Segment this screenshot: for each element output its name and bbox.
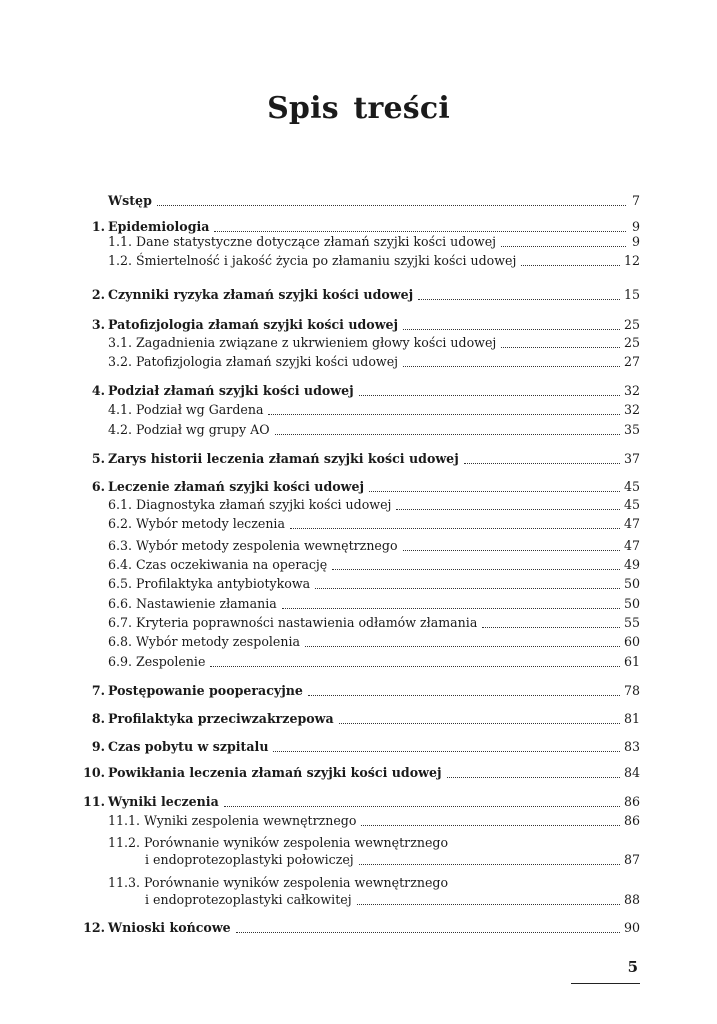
toc-entry-title: 6.4. Czas oczekiwania na operację xyxy=(108,557,328,572)
toc-entry-title: Wnioski końcowe xyxy=(108,920,231,935)
toc-subentry xyxy=(0,812,717,830)
toc-chapter xyxy=(0,764,717,782)
toc-chapter-number: 8. xyxy=(91,711,105,726)
toc-entry-title: 6.9. Zespolenie xyxy=(108,654,206,669)
toc-entry-body xyxy=(108,874,640,892)
toc-entry-title: 1.1. Dane statystyczne dotyczące złamań szyjki kości udowej xyxy=(108,234,497,249)
toc-entry-body xyxy=(108,252,640,270)
toc-entry-body xyxy=(108,653,640,671)
toc-page-number: 37 xyxy=(623,451,640,466)
toc-subentry xyxy=(0,537,717,555)
toc-page-number: 90 xyxy=(623,920,640,935)
toc-subentry xyxy=(0,834,717,852)
toc-dot-leader xyxy=(501,245,626,247)
toc-chapter-number: 10. xyxy=(83,765,105,780)
toc-entry-body xyxy=(108,710,640,728)
toc-page-number: 47 xyxy=(623,538,640,553)
toc-entry-title: Patofizjologia złamań szyjki kości udowej xyxy=(108,317,399,332)
toc-entry-title: 6.7. Kryteria poprawności nastawienia odłamów złamania xyxy=(108,615,478,630)
toc-subentry xyxy=(0,353,717,371)
toc-subentry xyxy=(0,575,717,593)
toc-chapter xyxy=(0,316,717,334)
toc-subentry xyxy=(0,233,717,251)
toc-subentry xyxy=(0,401,717,419)
toc-page-number: 7 xyxy=(631,193,640,208)
toc-chapter xyxy=(0,192,717,210)
toc-dot-leader xyxy=(501,346,620,348)
toc-entry-title: 3.1. Zagadnienia związane z ukrwieniem głowy kości udowej xyxy=(108,335,497,350)
toc-entry-body xyxy=(108,450,640,468)
toc-entry-title: 6.1. Diagnostyka złamań szyjki kości udowej xyxy=(108,497,392,512)
toc-page-number: 50 xyxy=(623,596,640,611)
toc-subentry xyxy=(0,334,717,352)
toc-page-number: 9 xyxy=(631,234,640,249)
toc-dot-leader xyxy=(403,328,620,330)
toc-dot-leader xyxy=(210,665,620,667)
toc-chapter xyxy=(0,793,717,811)
toc-dot-leader xyxy=(482,626,620,628)
toc-entry-title: Postępowanie pooperacyjne xyxy=(108,683,303,698)
toc-entry-title: 11.2. Porównanie wyników zespolenia wewnętrznego xyxy=(108,835,449,850)
toc-page-number: 55 xyxy=(623,615,640,630)
toc-entry-title: Wstęp xyxy=(108,193,152,208)
toc-subentry xyxy=(0,874,717,892)
toc-chapter-number: 9. xyxy=(91,739,105,754)
toc-entry-body xyxy=(108,614,640,632)
toc-subentry xyxy=(0,496,717,514)
toc-entry-title: Wyniki leczenia xyxy=(108,794,219,809)
toc-page-number: 15 xyxy=(623,287,640,302)
toc-chapter-number: 3. xyxy=(91,317,105,332)
toc-dot-leader xyxy=(268,413,620,415)
toc-entry-title: 6.2. Wybór metody leczenia xyxy=(108,516,285,531)
toc-page-number: 47 xyxy=(623,516,640,531)
toc-dot-leader xyxy=(157,204,626,206)
toc-dot-leader xyxy=(418,298,620,300)
toc-dot-leader xyxy=(273,750,619,752)
toc-chapter-number: 2. xyxy=(91,287,105,302)
toc-page-number: 78 xyxy=(623,683,640,698)
toc-entry-title: 11.1. Wyniki zespolenia wewnętrznego xyxy=(108,813,357,828)
toc-entry-title: 6.3. Wybór metody zespolenia wewnętrznego xyxy=(108,538,398,553)
toc-dot-leader xyxy=(359,863,620,865)
toc-entry-body xyxy=(108,919,640,937)
toc-page-number: 35 xyxy=(623,422,640,437)
toc-entry-body xyxy=(108,353,640,371)
toc-entry-body xyxy=(108,682,640,700)
toc-entry-body xyxy=(108,764,640,782)
toc-dot-leader xyxy=(361,824,620,826)
toc-entry-body xyxy=(108,633,640,651)
toc-dot-leader xyxy=(464,462,620,464)
toc-dot-leader xyxy=(521,264,620,266)
toc-entry-body xyxy=(108,286,640,304)
toc-subentry xyxy=(0,556,717,574)
toc-page-number: 88 xyxy=(623,892,640,907)
toc-chapter-number: 7. xyxy=(91,683,105,698)
toc-entry-title: 1.2. Śmiertelność i jakość życia po złamaniu szyjki kości udowej xyxy=(108,253,517,268)
toc-chapter xyxy=(0,919,717,937)
toc-entry-title: i endoprotezoplastyki całkowitej xyxy=(145,892,352,907)
toc-entry-title: Epidemiologia xyxy=(108,219,210,234)
toc-chapter xyxy=(0,286,717,304)
toc-page-number: 50 xyxy=(623,576,640,591)
toc-dot-leader xyxy=(403,549,620,551)
toc-entry-title: Podział złamań szyjki kości udowej xyxy=(108,383,354,398)
toc-chapter xyxy=(0,710,717,728)
toc-entry-body xyxy=(108,812,640,830)
toc-page-number: 9 xyxy=(631,219,640,234)
toc-subentry xyxy=(0,614,717,632)
toc-entry-title: Czas pobytu w szpitalu xyxy=(108,739,269,754)
toc-entry-body xyxy=(108,233,640,251)
toc-dot-leader xyxy=(339,722,620,724)
toc-chapter-number: 4. xyxy=(91,383,105,398)
toc-dot-leader xyxy=(275,433,620,435)
toc-subentry xyxy=(0,421,717,439)
toc-page-number: 81 xyxy=(623,711,640,726)
toc-entry-body xyxy=(108,478,640,496)
toc-entry-body xyxy=(108,537,640,555)
toc-entry-body xyxy=(108,401,640,419)
toc-dot-leader xyxy=(396,508,620,510)
toc-dot-leader xyxy=(308,694,620,696)
toc-entry-title: 4.2. Podział wg grupy AO xyxy=(108,422,270,437)
toc-page-number: 25 xyxy=(623,317,640,332)
toc-page-number: 32 xyxy=(623,383,640,398)
toc-entry-body xyxy=(108,496,640,514)
toc-dot-leader xyxy=(290,527,620,529)
toc-entry-title: Zarys historii leczenia złamań szyjki kości udowej xyxy=(108,451,459,466)
toc-entry-title: 11.3. Porównanie wyników zespolenia wewnętrznego xyxy=(108,875,449,890)
toc-page-number: 49 xyxy=(623,557,640,572)
toc-chapter-number: 1. xyxy=(91,219,105,234)
toc-entry-title: 6.6. Nastawienie złamania xyxy=(108,596,277,611)
toc-chapter-number: 11. xyxy=(83,794,105,809)
toc-entry-title: 6.8. Wybór metody zespolenia xyxy=(108,634,301,649)
toc-subentry xyxy=(0,595,717,613)
toc-entry-body xyxy=(108,334,640,352)
toc-dot-leader xyxy=(236,931,620,933)
toc-entry-body xyxy=(108,575,640,593)
toc-dot-leader xyxy=(359,394,620,396)
toc-chapter-number: 5. xyxy=(91,451,105,466)
toc-chapter xyxy=(0,682,717,700)
toc-subentry xyxy=(0,515,717,533)
toc-entry-title: 6.5. Profilaktyka antybiotykowa xyxy=(108,576,311,591)
toc-entry-body xyxy=(145,891,640,909)
toc-dot-leader xyxy=(369,490,620,492)
toc-entry-title: 4.1. Podział wg Gardena xyxy=(108,402,264,417)
toc-entry-body xyxy=(108,192,640,210)
toc-dot-leader xyxy=(214,230,626,232)
toc-dot-leader xyxy=(447,776,620,778)
toc-chapter-number: 12. xyxy=(83,920,105,935)
toc-page-number: 83 xyxy=(623,739,640,754)
toc-page-number: 84 xyxy=(623,765,640,780)
toc-page-number: 86 xyxy=(623,813,640,828)
toc-entry-body xyxy=(108,595,640,613)
page-number-rule xyxy=(571,983,640,984)
toc-dot-leader xyxy=(332,568,620,570)
toc-page-number: 45 xyxy=(623,497,640,512)
toc-entry-body xyxy=(108,316,640,334)
toc-subentry xyxy=(0,851,717,869)
toc-entry-body xyxy=(145,851,640,869)
toc-entry-title: Profilaktyka przeciwzakrzepowa xyxy=(108,711,334,726)
toc-entry-title: 3.2. Patofizjologia złamań szyjki kości udowej xyxy=(108,354,399,369)
toc-chapter xyxy=(0,478,717,496)
page-number: 5 xyxy=(627,958,638,976)
toc-subentry xyxy=(0,891,717,909)
toc-dot-leader xyxy=(282,607,620,609)
toc-entry-title: i endoprotezoplastyki połowiczej xyxy=(145,852,354,867)
toc-chapter xyxy=(0,450,717,468)
toc-dot-leader xyxy=(224,805,620,807)
toc-subentry xyxy=(0,252,717,270)
toc-entry-body xyxy=(108,834,640,852)
toc-dot-leader xyxy=(305,645,620,647)
toc-entry-title: Czynniki ryzyka złamań szyjki kości udowej xyxy=(108,287,414,302)
toc-entry-title: Leczenie złamań szyjki kości udowej xyxy=(108,479,365,494)
toc-page-number: 61 xyxy=(623,654,640,669)
toc-chapter xyxy=(0,738,717,756)
toc-dot-leader xyxy=(315,587,620,589)
toc-page-number: 45 xyxy=(623,479,640,494)
toc-subentry xyxy=(0,653,717,671)
toc-page-number: 27 xyxy=(623,354,640,369)
toc-chapter xyxy=(0,382,717,400)
toc-entry-body xyxy=(108,382,640,400)
toc-subentry xyxy=(0,633,717,651)
toc-page-number: 86 xyxy=(623,794,640,809)
toc-entry-body xyxy=(108,515,640,533)
toc-page-number: 12 xyxy=(623,253,640,268)
toc-chapter-number: 6. xyxy=(91,479,105,494)
toc-entry-body xyxy=(108,793,640,811)
toc-dot-leader xyxy=(403,365,620,367)
toc-entry-body xyxy=(108,556,640,574)
toc-entry-title: Powikłania leczenia złamań szyjki kości udowej xyxy=(108,765,442,780)
toc-dot-leader xyxy=(357,903,620,905)
toc-entry-body xyxy=(108,738,640,756)
toc-page-number: 25 xyxy=(623,335,640,350)
toc-page-number: 32 xyxy=(623,402,640,417)
toc-page-number: 60 xyxy=(623,634,640,649)
toc-entry-body xyxy=(108,421,640,439)
page-title: Spis treści xyxy=(267,91,450,126)
toc-page-number: 87 xyxy=(623,852,640,867)
